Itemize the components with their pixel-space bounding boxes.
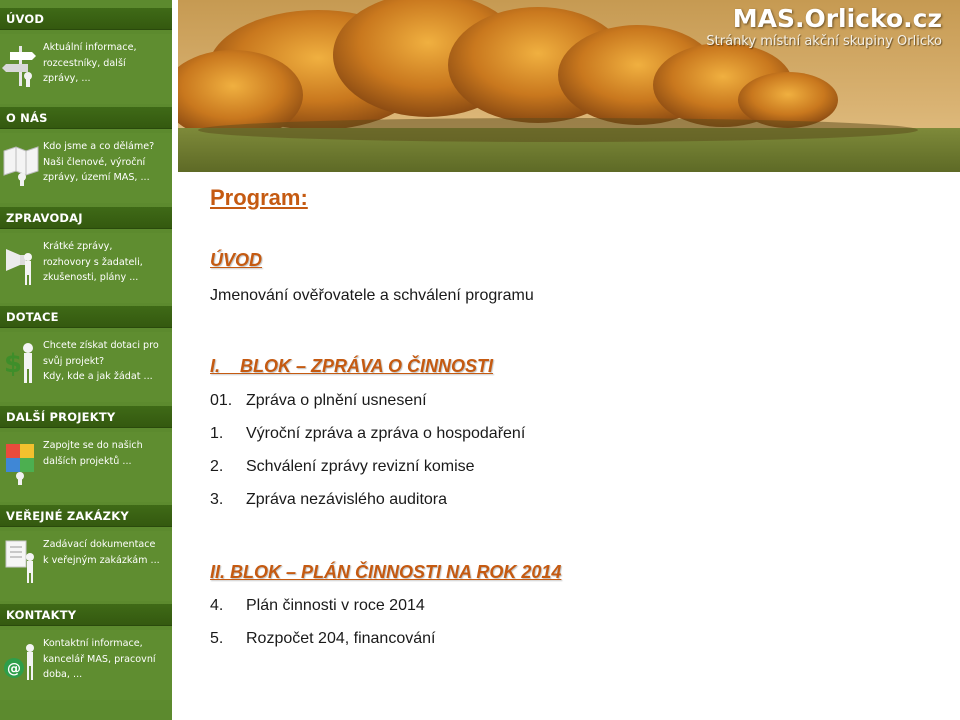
nav-line: rozcestníky, další xyxy=(43,57,126,69)
agenda-text: Rozpočet 204, financování xyxy=(246,630,436,647)
nav-link-zpravodaj[interactable] xyxy=(0,233,172,303)
money-figure-icon xyxy=(2,336,40,386)
agenda-number: 4. xyxy=(210,597,224,614)
nav-line: zkušenosti, plány ... xyxy=(43,272,139,283)
nav-section-zpravodaj xyxy=(0,207,172,307)
svg-text:$: $ xyxy=(4,349,23,379)
agenda-item xyxy=(210,491,447,509)
nav-line: dalších projektů ... xyxy=(43,455,132,467)
nav-section-uvod xyxy=(0,8,172,108)
nav-line: k veřejným zakázkám ... xyxy=(43,554,160,566)
agenda-text: Výroční zpráva a zpráva o hospodaření xyxy=(246,425,526,442)
agenda-item xyxy=(210,392,427,410)
nav-line: Zadávací dokumentace xyxy=(43,539,156,550)
nav-title-dotace[interactable]: DOTACE xyxy=(0,306,172,328)
puzzle-figure-icon xyxy=(2,436,40,486)
nav-line: Zapojte se do našich xyxy=(43,440,143,451)
document-figure-icon xyxy=(2,535,40,585)
nav-link-dalsi-projekty[interactable] xyxy=(0,432,172,502)
block2-heading: II. BLOK – PLÁN ČINNOSTI NA ROK 2014 xyxy=(210,562,562,582)
agenda-number: 1. xyxy=(210,425,224,442)
nav-title-uvod[interactable]: ÚVOD xyxy=(0,8,172,30)
site-title[interactable]: MAS.Orlicko.cz xyxy=(732,4,942,33)
nav-section-o-nas xyxy=(0,107,172,207)
nav-line: Aktuální informace, xyxy=(43,42,137,53)
nav-title-o-nas[interactable]: O NÁS xyxy=(0,107,172,129)
nav-line: Naši členové, výroční xyxy=(43,156,146,168)
nav-line: Kontaktní informace, xyxy=(43,638,143,649)
agenda-item xyxy=(210,630,435,648)
nav-title-verejne-zakazky[interactable]: VEŘEJNÉ ZAKÁZKY xyxy=(0,505,172,527)
agenda-number: 01. xyxy=(210,392,233,409)
agenda-number: 5. xyxy=(210,630,224,647)
nav-line: Kdy, kde a jak žádat ... xyxy=(43,371,153,382)
nav-line: svůj projekt? xyxy=(43,355,105,367)
nav-line: Krátké zprávy, xyxy=(43,241,113,252)
nav-title-kontakty[interactable]: KONTAKTY xyxy=(0,604,172,626)
agenda-item xyxy=(210,458,475,476)
email-figure-icon xyxy=(2,634,40,684)
site-subtitle: Stránky místní akční skupiny Orlicko xyxy=(706,34,942,49)
megaphone-figure-icon xyxy=(2,237,40,287)
nav-section-dotace xyxy=(0,306,172,406)
nav-line: doba, ... xyxy=(43,669,83,680)
agenda-text: Plán činnosti v roce 2014 xyxy=(246,597,425,614)
nav-line: kancelář MAS, pracovní xyxy=(43,653,156,665)
map-figure-icon xyxy=(2,137,40,187)
nav-link-uvod[interactable] xyxy=(0,34,172,104)
nav-title-zpravodaj[interactable]: ZPRAVODAJ xyxy=(0,207,172,229)
nav-title-dalsi-projekty[interactable]: DALŠÍ PROJEKTY xyxy=(0,406,172,428)
agenda-text: Zpráva o plnění usnesení xyxy=(246,392,427,409)
agenda-item xyxy=(210,425,525,443)
block1-heading: I. BLOK – ZPRÁVA O ČINNOSTI xyxy=(210,356,494,376)
agenda-number: 3. xyxy=(210,491,224,508)
nav-link-o-nas[interactable] xyxy=(0,133,172,203)
nav-link-dotace[interactable] xyxy=(0,332,172,402)
nav-line: zprávy, území MAS, ... xyxy=(43,172,150,183)
nav-section-dalsi-projekty xyxy=(0,406,172,506)
agenda-number: 2. xyxy=(210,458,224,475)
nav-link-verejne-zakazky[interactable] xyxy=(0,531,172,601)
main-content xyxy=(210,0,950,720)
svg-text:@: @ xyxy=(7,661,21,677)
intro-line: Jmenování ověřovatele a schválení programu xyxy=(210,287,534,304)
nav-line: zprávy, ... xyxy=(43,73,91,84)
agenda-text: Schválení zprávy revizní komise xyxy=(246,458,475,475)
nav-section-kontakty xyxy=(0,604,172,704)
signpost-figure-icon xyxy=(2,38,40,88)
sidebar-nav xyxy=(0,0,172,720)
agenda-text: Zpráva nezávislého auditora xyxy=(246,491,448,508)
agenda-item xyxy=(210,597,425,615)
program-heading: Program: xyxy=(210,185,308,210)
nav-line: Chcete získat dotaci pro xyxy=(43,340,159,351)
nav-section-verejne-zakazky xyxy=(0,505,172,605)
nav-line: Kdo jsme a co děláme? xyxy=(43,141,155,152)
nav-line: rozhovory s žadateli, xyxy=(43,256,143,268)
nav-link-kontakty[interactable] xyxy=(0,630,172,700)
intro-heading: ÚVOD xyxy=(210,250,263,270)
